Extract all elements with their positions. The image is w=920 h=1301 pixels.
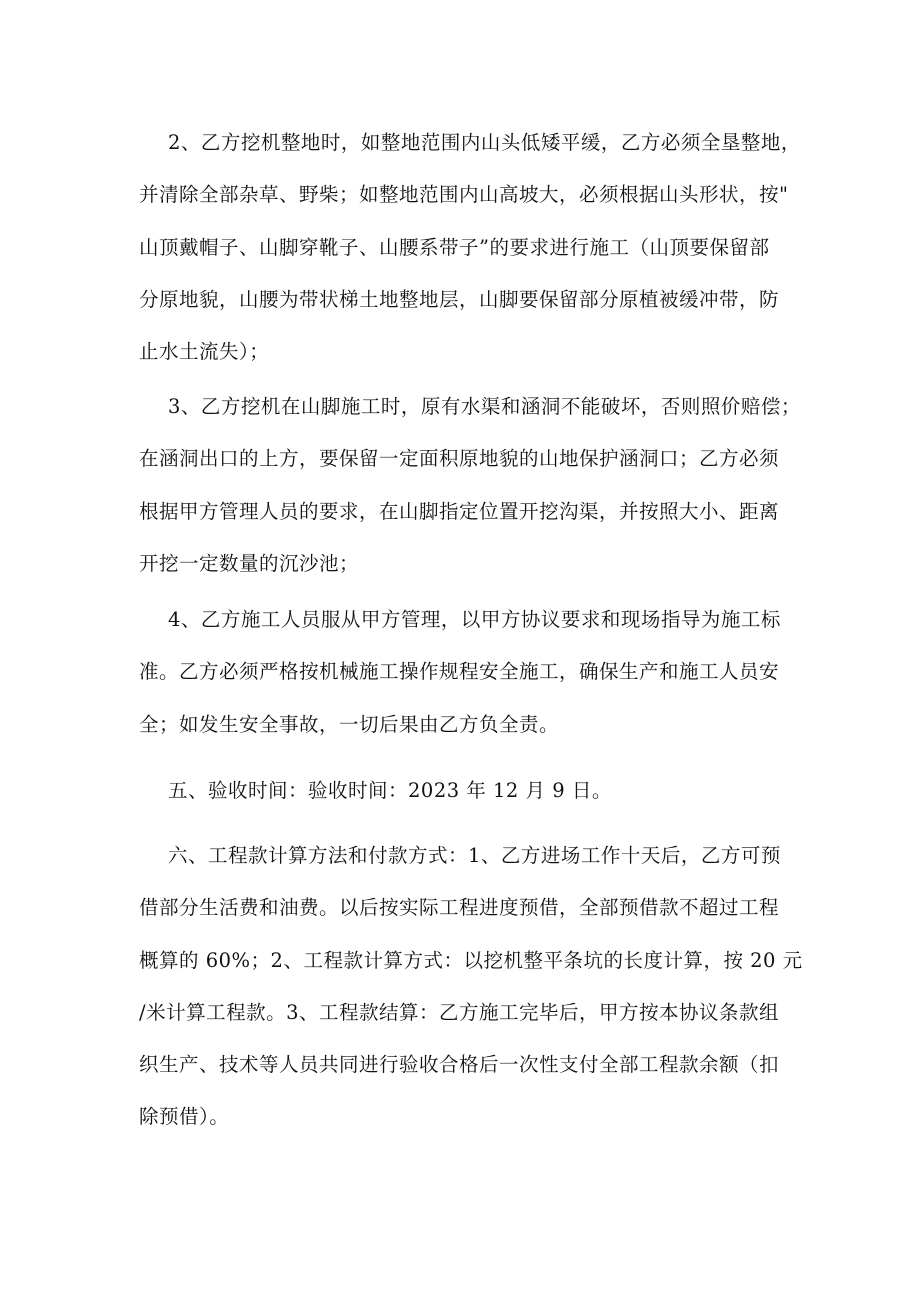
text-line: 2、乙方挖机整地时，如整地范围内山头低矮平缓，乙方必须全垦整地，	[168, 131, 801, 154]
text-line: 除预借）。	[139, 1105, 230, 1129]
text-line: 全；如发生安全事故，一切后果由乙方负全责。	[139, 712, 560, 736]
section-6-payment-method	[139, 830, 803, 1144]
text-line: 3、乙方挖机在山脚施工时，原有水渠和涵洞不能破坏，否则照价赔偿；	[168, 395, 801, 418]
text-line: 并清除全部杂草、野柴；如整地范围内山高坡大，必须根据山头形状，按"	[139, 183, 789, 207]
clause-4-safety-management	[139, 594, 799, 751]
text-line: 根据甲方管理人员的要求，在山脚指定位置开挖沟渠，并按照大小、距离	[139, 499, 780, 523]
text-line: 五、验收时间：验收时间：2023 年 12 月 9 日。	[168, 779, 612, 802]
text-line: 织生产、技术等人员共同进行验收合格后一次性支付全部工程款余额（扣	[139, 1053, 780, 1077]
text-line: 山顶戴帽子、山脚穿靴子、山腰系带子”的要求进行施工（山顶要保留部	[139, 235, 770, 259]
text-line: 开挖一定数量的沉沙池；	[139, 551, 360, 575]
clause-3-foothill-construction	[139, 381, 799, 590]
text-line: 借部分生活费和油费。以后按实际工程进度预借，全部预借款不超过工程	[139, 896, 780, 920]
clause-2-excavation-land-preparation	[139, 117, 799, 378]
text-line: 概算的 60%；2、工程款计算方式：以挖机整平条坑的长度计算，按 20 元	[139, 948, 803, 972]
text-line: 分原地貌，山腰为带状梯土地整地层，山脚要保留部分原植被缓冲带，防	[139, 287, 780, 311]
text-line: 六、工程款计算方法和付款方式：1、乙方进场工作十天后，乙方可预	[168, 844, 781, 867]
section-5-acceptance-time	[139, 765, 799, 817]
text-line: 4、乙方施工人员服从甲方管理，以甲方协议要求和现场指导为施工标	[168, 608, 781, 631]
text-line: 准。乙方必须严格按机械施工操作规程安全施工，确保生产和施工人员安	[139, 660, 780, 684]
text-line: 在涵洞出口的上方，要保留一定面积原地貌的山地保护涵洞口；乙方必须	[139, 447, 780, 471]
text-line: 止水土流失）；	[139, 340, 270, 364]
text-line: /米计算工程款。3、工程款结算：乙方施工完毕后，甲方按本协议条款组	[139, 1000, 779, 1024]
